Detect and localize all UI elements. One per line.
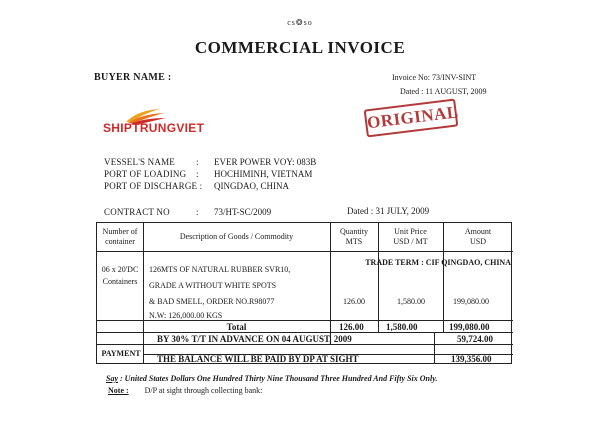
- header-amount-line1: Amount: [464, 227, 492, 236]
- payment-balance: THE BALANCE WILL BE PAID BY DP AT SIGHT: [157, 354, 359, 364]
- table-divider: [97, 332, 513, 333]
- header-description: Description of Goods / Commodity: [179, 232, 294, 241]
- contract-date: Dated : 31 JULY, 2009: [347, 206, 430, 216]
- say-label: Say: [106, 374, 118, 383]
- contract-no-value: 73/HT-SC/2009: [214, 207, 272, 217]
- vessel-name-value: EVER POWER VOY: 083B: [214, 157, 317, 167]
- table-divider: [97, 344, 513, 345]
- goods-line: GRADE A WITHOUT WHITE SPOTS: [149, 281, 277, 290]
- colon: :: [196, 207, 199, 217]
- table-divider: [434, 332, 435, 344]
- port-of-loading-value: HOCHIMINH, VIETNAM: [214, 169, 313, 179]
- amount-value: 199,080.00: [453, 297, 489, 306]
- payment-label: PAYMENT: [101, 349, 141, 358]
- total-price: 1,580.00: [386, 322, 418, 332]
- payment-note: [108, 386, 262, 395]
- quantity-value: 126.00: [343, 297, 365, 306]
- port-of-discharge-value: QINGDAO, CHINA: [214, 181, 289, 191]
- trade-term: TRADE TERM : CIF QINGDAO, CHINA: [365, 258, 511, 267]
- contract-no-label: CONTRACT NO: [104, 207, 170, 217]
- payment-advance-amount: 59,724.00: [457, 334, 493, 344]
- port-of-loading-label: PORT OF LOADING: [104, 169, 187, 179]
- header-price-line1: Unit Price: [394, 227, 427, 236]
- header-unit-price: [378, 227, 443, 247]
- goods-line: 126MTS OF NATURAL RUBBER SVR10,: [149, 265, 291, 274]
- header-container: [97, 227, 143, 247]
- total-label: Total: [226, 322, 247, 332]
- amount-in-words: [106, 374, 437, 383]
- note-label: Note :: [108, 386, 129, 395]
- header-quantity-line2: MTS: [345, 237, 363, 246]
- goods-line: N.W: 126,000.00 KGS: [149, 311, 223, 320]
- total-quantity: 126.00: [339, 322, 364, 332]
- payment-balance-amount: 139,356.00: [451, 354, 492, 364]
- vessel-name-label: VESSEL'S NAME: [104, 157, 175, 167]
- original-stamp: ORIGINAL: [364, 98, 459, 137]
- goods-line: & BAD SMELL, ORDER NO.R98077: [149, 297, 275, 306]
- title-ornament: cs❂so: [287, 18, 313, 27]
- header-amount-line2: USD: [469, 237, 486, 246]
- header-quantity: [330, 227, 378, 247]
- invoice-date-value: 11 AUGUST, 2009: [425, 87, 487, 96]
- header-quantity-line1: Quantity: [340, 227, 368, 236]
- goods-table: [96, 222, 512, 364]
- note-text: D/P at sight through collecting bank:: [144, 386, 263, 395]
- table-divider: [97, 251, 513, 252]
- table-divider: [97, 320, 513, 321]
- payment-advance: BY 30% T/T IN ADVANCE ON 04 AUGUST, 2009: [157, 334, 352, 344]
- container-type: Containers: [102, 277, 138, 286]
- document-title: COMMERCIAL INVOICE: [194, 38, 406, 57]
- colon: :: [196, 157, 199, 167]
- table-divider: [143, 223, 144, 364]
- total-amount: 199,080.00: [449, 322, 490, 332]
- brand-name: SHIPTRUNGVIET: [103, 121, 205, 135]
- header-amount: [443, 227, 513, 247]
- header-price-line2: USD / MT: [393, 237, 428, 246]
- invoice-date-label: Dated :: [400, 87, 424, 96]
- buyer-name-label: BUYER NAME :: [94, 72, 172, 83]
- header-container-line1: Number of: [102, 227, 138, 236]
- unit-price-value: 1,580.00: [397, 297, 425, 306]
- say-text: : United States Dollars One Hundred Thirty Nine Thousand Three Hundred And Fifty Six Only.: [120, 374, 438, 383]
- invoice-date: [400, 87, 486, 96]
- header-container-line2: container: [105, 237, 135, 246]
- port-of-discharge-label: PORT OF DISCHARGE :: [104, 181, 203, 191]
- container-count: 06 x 20'DC: [101, 265, 139, 274]
- colon: :: [196, 169, 199, 179]
- invoice-number: Invoice No: 73/INV-SINT: [392, 73, 477, 82]
